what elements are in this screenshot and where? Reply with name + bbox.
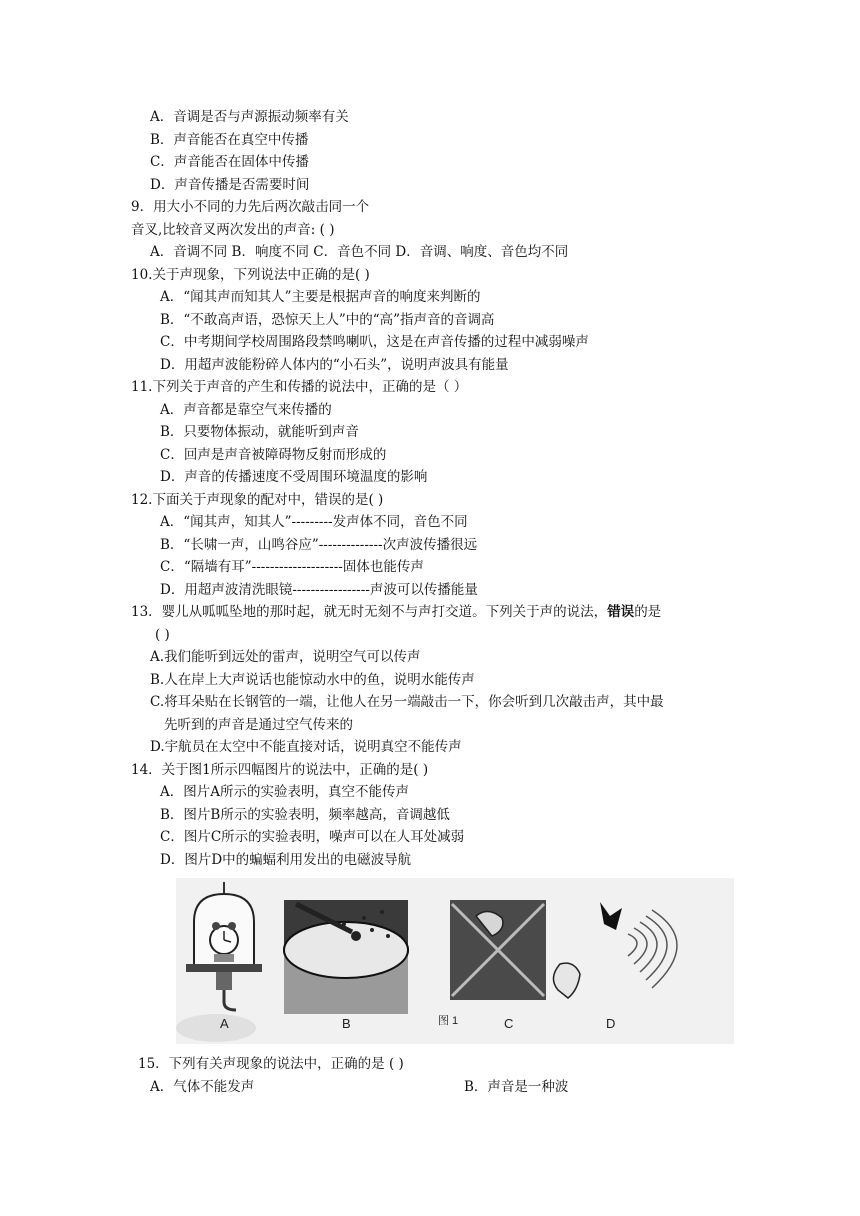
q14-option-a: A．图片A所示的实验表明，真空不能传声 xyxy=(160,784,409,800)
q14-option-c: C．图片C所示的实验表明，噪声可以在人耳处减弱 xyxy=(160,829,465,845)
q14-option-d: D．图片D中的蝙蝠利用发出的电磁波导航 xyxy=(160,852,412,868)
q9-stem-line1: 9．用大小不同的力先后两次敲击同一个 xyxy=(131,199,370,215)
q14-stem: 14．关于图1所示四幅图片的说法中，正确的是( ) xyxy=(131,762,429,778)
q14-option-b: B．图片B所示的实验表明，频率越高，音调越低 xyxy=(160,807,450,823)
q13-option-c-line2: 先听到的声音是通过空气传来的 xyxy=(164,717,353,733)
q12-option-c: C．“隔墙有耳”--------------------固体也能传声 xyxy=(160,559,424,575)
q9-options: A．音调不同 B．响度不同 C．音色不同 D．音调、响度、音色均不同 xyxy=(150,244,569,260)
q15-option-a: A．气体不能发声 xyxy=(150,1079,255,1095)
q11-option-d: D．声音的传播速度不受周围环境温度的影响 xyxy=(160,469,428,485)
figure-1 xyxy=(176,878,734,1044)
q13-option-c-line1: C.将耳朵贴在长钢管的一端，让他人在另一端敲击一下，你会听到几次敲击声，其中最 xyxy=(150,694,664,710)
panel-c-label: C xyxy=(504,1016,514,1031)
q13-option-b: B.人在岸上大声说话也能惊动水中的鱼，说明水能传声 xyxy=(150,672,475,688)
panel-d-label: D xyxy=(606,1016,616,1031)
q10-option-d: D．用超声波能粉碎人体内的“小石头”，说明声波具有能量 xyxy=(160,357,509,373)
q11-option-a: A．声音都是靠空气来传播的 xyxy=(160,402,332,418)
q13-option-a: A.我们能听到远处的雷声，说明空气可以传声 xyxy=(150,649,421,665)
panel-b-label: B xyxy=(342,1016,351,1031)
q13-stem-tail: 的是 xyxy=(634,604,662,620)
q15-stem: 15．下列有关声现象的说法中，正确的是 ( ) xyxy=(138,1056,404,1072)
q13-option-d: D.宇航员在太空中不能直接对话，说明真空不能传声 xyxy=(150,739,462,755)
q9-stem-line2: 音叉,比较音叉两次发出的声音: ( ) xyxy=(131,222,335,238)
figure-caption: 图 1 xyxy=(438,1015,459,1027)
drum-illustration xyxy=(284,900,408,1014)
q13-stem-text: 13．婴儿从呱呱坠地的那时起，就无时无刻不与声打交道。下列关于声的说法， xyxy=(131,604,608,620)
q8-option-b: B．声音能否在真空中传播 xyxy=(150,132,309,148)
q11-option-b: B．只要物体振动，就能听到声音 xyxy=(160,424,359,440)
q8-option-d: D．声音传播是否需要时间 xyxy=(150,177,310,193)
q10-option-b: B．“不敢高声语，恐惊天上人”中的“高”指声音的音调高 xyxy=(160,312,495,328)
panel-a-label: A xyxy=(220,1016,229,1031)
q11-stem: 11.下列关于声音的产生和传播的说法中，正确的是（ ） xyxy=(131,379,468,395)
q11-option-c: C．回声是声音被障碍物反射而形成的 xyxy=(160,447,387,463)
q13-answer-bracket: ( ) xyxy=(155,627,170,643)
q12-option-a: A．“闻其声，知其人”---------发声体不同，音色不同 xyxy=(160,514,468,530)
q8-option-c: C．声音能否在固体中传播 xyxy=(150,154,309,170)
q12-option-b: B．“长啸一声，山鸣谷应”--------------次声波传播很远 xyxy=(160,537,478,553)
q10-stem: 10.关于声现象，下列说法中正确的是( ) xyxy=(131,267,370,283)
q13-emphasis: 错误 xyxy=(607,604,635,620)
q12-option-d: D．用超声波清洗眼镜-----------------声波可以传播能量 xyxy=(160,582,478,598)
q10-option-c: C．中考期间学校周围路段禁鸣喇叭，这是在声音传播的过程中减弱噪声 xyxy=(160,334,589,350)
q8-option-a: A．音调是否与声源振动频率有关 xyxy=(150,109,349,125)
q13-stem-line1 xyxy=(131,603,661,621)
q15-option-b: B．声音是一种波 xyxy=(464,1079,569,1095)
q10-option-a: A．“闻其声而知其人”主要是根据声音的响度来判断的 xyxy=(160,289,481,305)
q12-stem: 12.下面关于声现象的配对中，错误的是( ) xyxy=(131,492,384,508)
